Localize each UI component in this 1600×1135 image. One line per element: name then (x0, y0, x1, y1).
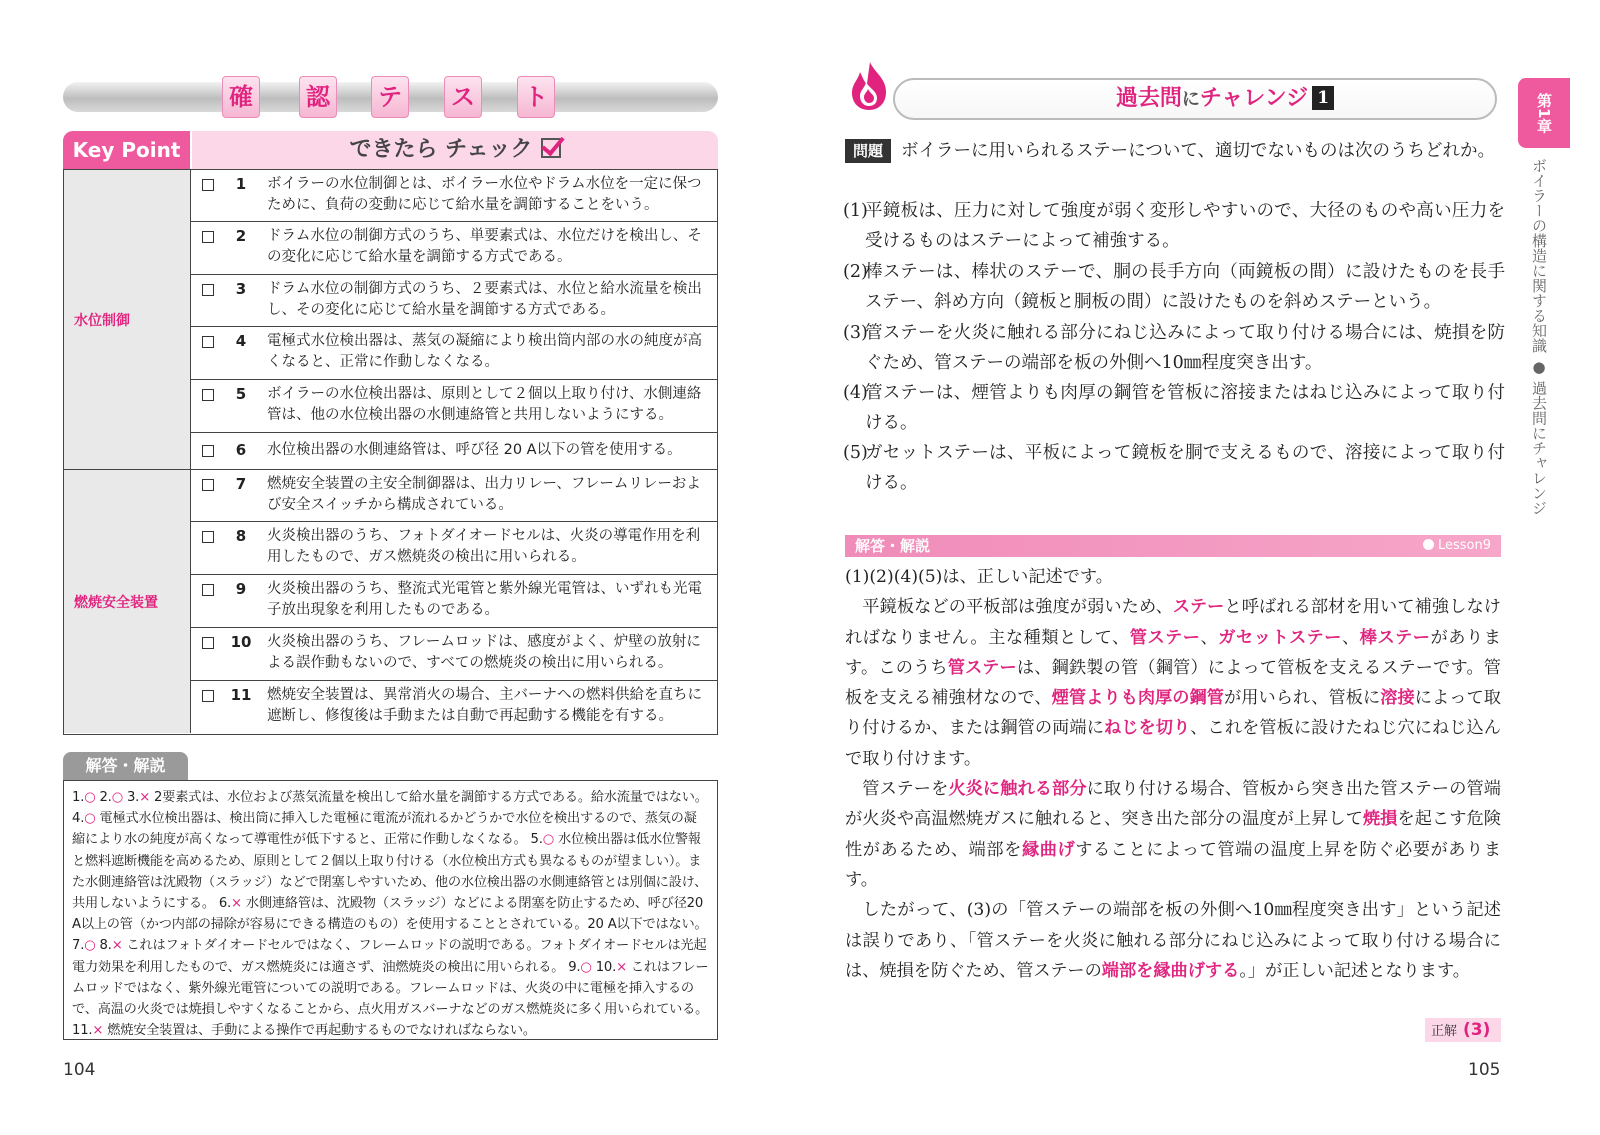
answer-mark: ○ (111, 790, 123, 805)
item-number: 1 (235, 175, 247, 193)
answer-mark: ○ (580, 959, 592, 975)
answer-text-segment: 電極式水位検出器は、検出筒に挿入した電極に電流が流れるかどうかで水位を検出するので、蒸気の凝縮により水の純度が高くなって導電性が低下すると、正常に作動しなくなる。 5. (72, 811, 697, 848)
answer-text-segment: 10. (591, 959, 617, 975)
highlight-term: 端部を縁曲げする (1101, 960, 1240, 981)
check-box[interactable] (202, 690, 214, 702)
answer-mark: ○ (84, 811, 96, 827)
check-box[interactable] (202, 336, 214, 348)
highlight-term: 棒ステー (1359, 627, 1431, 648)
highlight-term: 溶接 (1380, 688, 1415, 709)
check-box[interactable] (202, 637, 214, 649)
question (845, 136, 1505, 166)
checklist-row (191, 275, 717, 327)
option-number: (1) (843, 201, 868, 221)
highlight-term: ガセットステー (1218, 627, 1343, 648)
highlight-term: 煙管よりも肉厚の鋼管 (1051, 688, 1225, 709)
checklist-row (191, 575, 717, 628)
page-number: 104 (63, 1060, 96, 1080)
answer-option (843, 196, 1505, 257)
challenge-title (940, 80, 1510, 118)
answer-option (843, 378, 1505, 439)
correct-answer-value: (3) (1463, 1020, 1491, 1040)
explanation-text: 管ステーを (845, 779, 949, 800)
highlight-term: 火炎に触れる部分 (948, 779, 1087, 800)
checklist-row (191, 222, 717, 275)
item-number: 8 (235, 527, 247, 545)
right-page (800, 0, 1600, 1135)
header-char: テ (371, 76, 409, 118)
option-text: 平鏡板は、圧力に対して強度が弱く変形しやすいので、大径のものや高い圧力を受けるものはステーによって補強する。 (865, 201, 1505, 252)
item-text: 燃焼安全装置は、異常消火の場合、主バーナへの燃料供給を直ちに遮断し、修復後は手動または自動で再起動する機能を有する。 (267, 687, 702, 724)
category-cell (64, 170, 191, 470)
header-char: 認 (299, 76, 337, 118)
check-box[interactable] (202, 445, 214, 457)
category-label: 水位制御 (74, 312, 130, 329)
explanation-text: が用いられ、管板に (1224, 688, 1381, 709)
highlight-term: 縁曲げ (1021, 839, 1076, 860)
challenge-number: 1 (1312, 86, 1334, 110)
correct-answer-box (1425, 1018, 1501, 1042)
option-text: ガセットステーは、平板によって鏡板を胴で支えるもので、溶接によって取り付ける。 (865, 443, 1505, 494)
answer-mark: × (139, 790, 151, 805)
checklist-row (191, 628, 717, 681)
check-box[interactable] (202, 389, 214, 401)
question-text: ボイラーに用いられるステーについて、適切でないものは次のうちどれか。 (901, 141, 1495, 161)
answer-mark: ○ (84, 938, 96, 954)
answer-text-segment: 水側連絡管は、沈殿物（スラッジ）などによる閉塞を防止するため、呼び径20 A以上の管（かつ内部の掃除が容易にできる構造のもの）を使用することとされている。20 A以下ではない。 7. (72, 896, 708, 954)
answer-text-segment: 3. (123, 790, 140, 805)
explanation-text: したがって、(3)の「管ステーの端部を板の外側へ10㎜程度突き出す」という記述は誤りであり、「管ステーを火炎に触れる部分にねじ込みによって取り付ける場合には、焼損を防ぐため、管ステーの (845, 900, 1501, 981)
explanation-text: 平鏡板などの平板部は強度が弱いため、 (845, 597, 1173, 618)
answer-tab: 解答・解説 (63, 752, 188, 780)
item-text: ボイラーの水位制御とは、ボイラー水位やドラム水位を一定に保つために、負荷の変動に応じて給水量を調節することをいう。 (267, 176, 702, 213)
explanation-paragraph (845, 592, 1501, 774)
item-text: 燃焼安全装置の主安全制御器は、出力リレー、フレームリレーおよび安全スイッチから構成されている。 (267, 476, 701, 513)
item-text: ドラム水位の制御方式のうち、単要素式は、水位だけを検出し、その変化に応じて給水量を調節する方式である。 (267, 228, 702, 265)
challenge-title-particle: に (1181, 89, 1200, 110)
item-text: ドラム水位の制御方式のうち、２要素式は、水位と給水流量を検出し、その変化に応じて給水量を調節する方式である。 (267, 281, 702, 318)
chapter-side-text: ボイラーの構造に関する知識 ● 過去問にチャレンジ (1530, 158, 1548, 516)
option-number: (4) (843, 383, 868, 403)
lesson-ref: Lesson9 (1423, 535, 1491, 557)
explanation-text: (1)(2)(4)(5)は、正しい記述です。 (845, 567, 1113, 587)
item-text: 水位検出器の水側連絡管は、呼び径 20 A以下の管を使用する。 (267, 442, 682, 458)
item-text: ボイラーの水位検出器は、原則として２個以上取り付け、水側連絡管は、他の水位検出器の水側連絡管と共用しないようにする。 (267, 386, 702, 423)
answer-text-segment: 水位検出器は低水位警報と燃料遮断機能を高めるため、原則として２個以上取り付ける（水位検出方式も異なるものが望ましい）。また水側連絡管は沈殿物（スラッジ）などで閉塞しやすいため、他の水位検出器の水側連絡管とは別個に設け、共用しないようにする。 6. (72, 832, 708, 912)
category-label: 燃焼安全装置 (74, 594, 158, 611)
item-number: 5 (235, 385, 247, 403)
answer-mark: ○ (542, 832, 555, 848)
item-text: 火炎検出器のうち、フォトダイオードセルは、火炎の導電作用を利用したもので、ガス燃焼炎の検出に用いられる。 (267, 528, 701, 565)
item-text: 火炎検出器のうち、フレームロッドは、感度がよく、炉壁の放射による誤作動もないので、すべての燃焼炎の検出に用いられる。 (267, 634, 701, 671)
option-text: 棒ステーは、棒状のステーで、胴の長手方向（両鏡板の間）に設けたものを長手ステー、斜め方向（鏡板と胴板の間）に設けたものを斜めステーという。 (865, 262, 1505, 313)
answer-option (843, 438, 1505, 499)
answer-mark: × (92, 1023, 104, 1039)
highlight-term: ステー (1172, 597, 1225, 618)
answer-text-segment: 2要素式は、水位および蒸気流量を検出して給水量を調節する方式である。給水流量ではない。 4. (72, 790, 708, 827)
header-char: ト (517, 76, 555, 118)
answer-text-segment: 2. (95, 790, 112, 805)
item-text: 火炎検出器のうち、整流式光電管と紫外線光電管は、いずれも光電子放出現象を利用したものである。 (267, 581, 702, 618)
explanation-text: 、これを管板に設けたねじ穴にねじ込んで取り付けます。 (845, 718, 1501, 769)
header-char: 確 (222, 76, 260, 118)
explanation-text: 。」が正しい記述となります。 (1239, 960, 1470, 981)
answer-explanation-box (63, 780, 718, 1040)
checkmark-icon (541, 138, 561, 158)
explanation-text: によって取り付けるか、または鋼管の両端に (845, 688, 1501, 739)
checklist-row (191, 470, 717, 522)
checklist-table (63, 169, 718, 735)
explanation-text: 、 (1200, 627, 1219, 648)
highlight-term: 管ステー (1129, 627, 1201, 648)
check-box[interactable] (202, 284, 214, 296)
item-number: 7 (235, 475, 247, 493)
check-box[interactable] (202, 179, 214, 191)
item-number: 9 (235, 580, 247, 598)
option-number: (3) (843, 323, 868, 343)
option-text: 管ステーは、煙管よりも肉厚の鋼管を管板に溶接またはねじ込みによって取り付ける。 (865, 383, 1505, 434)
checklist-row (191, 170, 717, 222)
answer-text-segment: 1. (72, 790, 85, 805)
chapter-tab: 第1章 (1518, 78, 1570, 148)
page-number: 105 (1468, 1060, 1501, 1080)
highlight-term: 管ステー (947, 657, 1017, 678)
header-char: ス (444, 76, 482, 118)
explanation-paragraph (845, 895, 1501, 986)
question-label: 問題 (845, 139, 891, 163)
check-box[interactable] (202, 531, 214, 543)
explanation-text: に取り付ける場合、管板から突き出た管ステーの管端が火炎や高温燃焼ガスに触れると、突き出た部分の温度が上昇して (845, 779, 1501, 830)
challenge-title-main: 過去問 (1115, 85, 1182, 111)
item-number: 2 (235, 227, 247, 245)
item-number: 11 (230, 686, 252, 704)
explanation-text: を起こす危険性があるため、端部を (845, 809, 1501, 860)
answer-mark: × (231, 896, 242, 912)
answer-text-segment: これはフォトダイオードセルではなく、フレームロッドの説明である。フォトダイオードセルは光起電力効果を利用したもので、ガス燃焼炎には適さず、油燃焼炎の検出に用いられる。 9. (72, 938, 707, 975)
flame-icon (848, 60, 890, 112)
explanation-text: することによって管端の温度上昇を防ぐ必要があります。 (845, 839, 1501, 890)
answer-band-label: 解答・解説 (855, 537, 931, 555)
check-header-label: できたら チェック (349, 137, 533, 162)
item-number: 6 (235, 441, 247, 459)
answer-option (843, 318, 1505, 379)
answer-option (843, 257, 1505, 318)
checklist-row (191, 327, 717, 380)
explanation-text: があります。このうち (845, 627, 1501, 678)
option-number: (5) (843, 443, 868, 463)
item-text: 電極式水位検出器は、蒸気の凝縮により検出筒内部の水の純度が高くなると、正常に作動しなくなる。 (267, 333, 702, 370)
explanation-paragraph (845, 774, 1501, 895)
checklist-row (191, 380, 717, 433)
answer-band (845, 535, 1501, 557)
check-box[interactable] (202, 479, 214, 491)
answer-mark: × (616, 959, 627, 975)
challenge-title-rest: チャレンジ (1199, 85, 1309, 111)
highlight-term: ねじを切り (1103, 718, 1191, 739)
explanation-text: は、鋼鉄製の管（鋼管）によって管板を支えるステーです。管板を支える補強材なので、 (845, 657, 1501, 709)
check-box[interactable] (202, 584, 214, 596)
checklist-row (191, 433, 717, 470)
checklist-row (191, 681, 717, 733)
answer-mark: ○ (84, 790, 96, 805)
answer-text-segment: 燃焼安全装置は、手動による操作で再起動するものでなければならない。 (103, 1023, 536, 1039)
answer-text-segment: これはフレームロッドではなく、紫外線光電管についての説明である。フレームロッドは、火炎の中に電極を挿入するので、高温の火炎では焼損しやすくなることから、点火用ガスバーナなどのガス燃焼炎に多く用いられている。 11. (72, 959, 709, 1039)
option-number: (2) (843, 262, 868, 282)
correct-answer-label: 正解 (1431, 1024, 1458, 1039)
explanation-text: と呼ばれる部材を用いて補強しなければなりません。主な種類として、 (845, 597, 1501, 648)
item-number: 3 (235, 280, 247, 298)
check-box[interactable] (202, 231, 214, 243)
check-header (192, 131, 718, 169)
option-text: 管ステーを火炎に触れる部分にねじ込みによって取り付ける場合には、焼損を防ぐため、管ステーの端部を板の外側へ10㎜程度突き出す。 (865, 323, 1505, 374)
category-cell (64, 470, 191, 733)
answer-mark: × (111, 938, 123, 954)
checklist-row (191, 522, 717, 575)
item-number: 4 (235, 332, 247, 350)
item-number: 10 (230, 633, 252, 651)
keypoint-header: Key Point (63, 131, 190, 169)
answer-text-segment: 8. (95, 938, 112, 954)
explanation (845, 562, 1501, 986)
explanation-text: 、 (1342, 627, 1360, 648)
highlight-term: 焼損 (1362, 809, 1398, 830)
explanation-paragraph (845, 562, 1501, 592)
